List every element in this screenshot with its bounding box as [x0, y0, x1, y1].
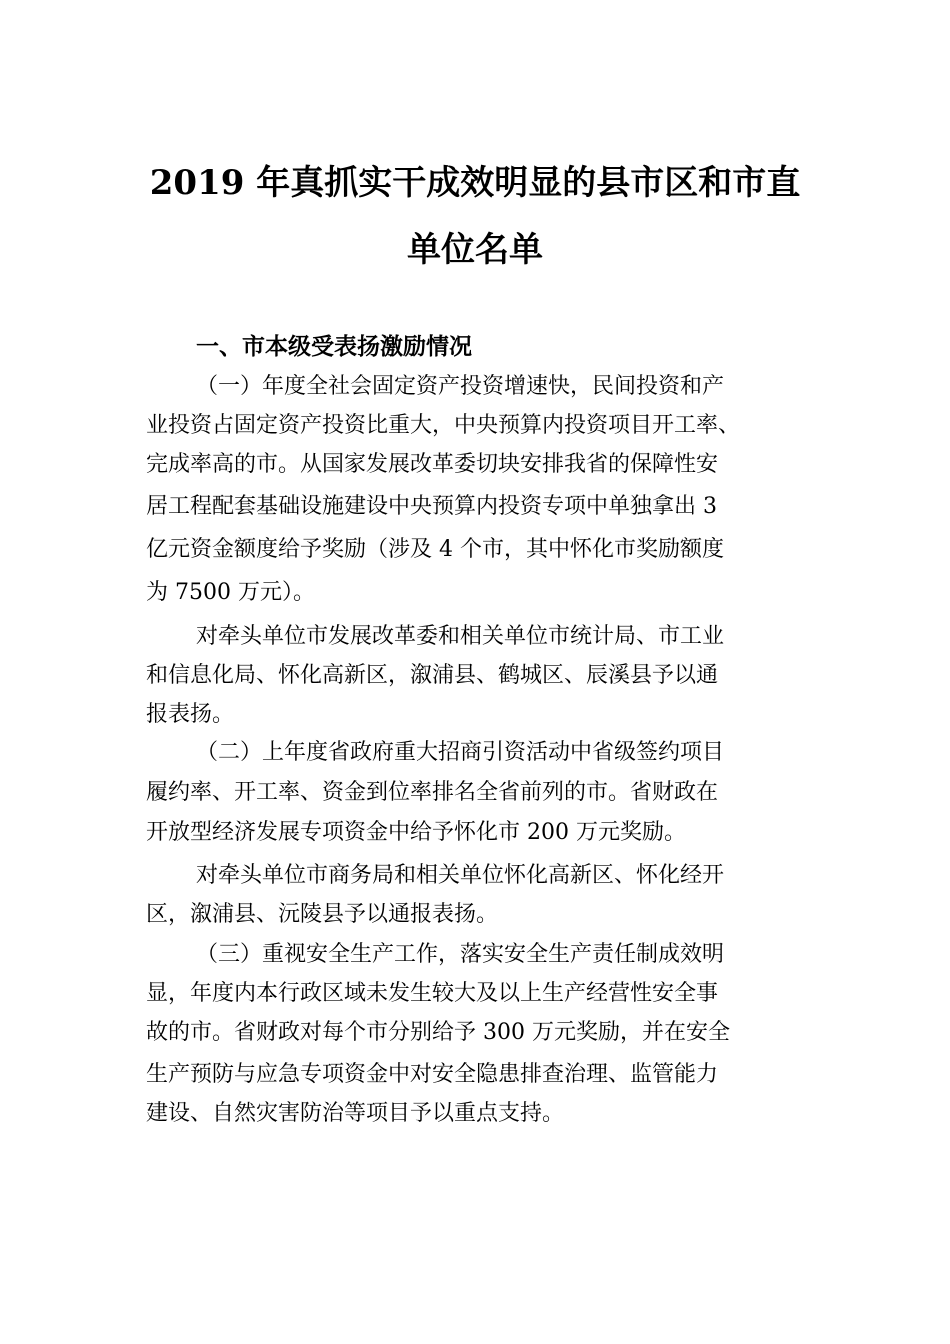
body-line-1: （一）年度全社会固定资产投资增速快，民间投资和产	[196, 374, 725, 399]
document-title-line2: 单位名单	[407, 230, 543, 270]
section-heading: 一、市本级受表扬激励情况	[196, 334, 472, 360]
document-title-line1: 2019 年真抓实干成效明显的县市区和市直	[149, 163, 801, 203]
body-line-19: 建设、自然灾害防治等项目予以重点支持。	[146, 1101, 565, 1126]
body-line-5: 亿元资金额度给予奖励（涉及 4 个市，其中怀化市奖励额度	[146, 537, 724, 562]
body-line-7: 对牵头单位市发展改革委和相关单位市统计局、市工业	[196, 624, 725, 649]
body-line-10: （二）上年度省政府重大招商引资活动中省级签约项目	[196, 740, 725, 765]
body-line-3: 完成率高的市。从国家发展改革委切块安排我省的保障性安	[146, 452, 719, 477]
body-line-9: 报表扬。	[146, 702, 235, 727]
body-line-17: 故的市。省财政对每个市分别给予 300 万元奖励，并在安全	[146, 1020, 730, 1045]
body-line-18: 生产预防与应急专项资金中对安全隐患排查治理、监管能力	[146, 1062, 719, 1087]
body-line-4: 居工程配套基础设施建设中央预算内投资专项中单独拿出 3	[146, 494, 717, 519]
body-line-16: 显，年度内本行政区域未发生较大及以上生产经营性安全事	[146, 981, 719, 1006]
body-line-14: 区，溆浦县、沅陵县予以通报表扬。	[146, 902, 499, 927]
body-line-13: 对牵头单位市商务局和相关单位怀化高新区、怀化经开	[196, 863, 725, 888]
body-line-6: 为 7500 万元）。	[146, 580, 315, 605]
body-line-12: 开放型经济发展专项资金中给予怀化市 200 万元奖励。	[146, 820, 686, 845]
body-line-15: （三）重视安全生产工作，落实安全生产责任制成效明	[196, 942, 725, 967]
body-line-8: 和信息化局、怀化高新区，溆浦县、鹤城区、辰溪县予以通	[146, 663, 719, 688]
body-line-11: 履约率、开工率、资金到位率排名全省前列的市。省财政在	[146, 780, 719, 805]
body-line-2: 业投资占固定资产投资比重大，中央预算内投资项目开工率、	[146, 413, 741, 438]
